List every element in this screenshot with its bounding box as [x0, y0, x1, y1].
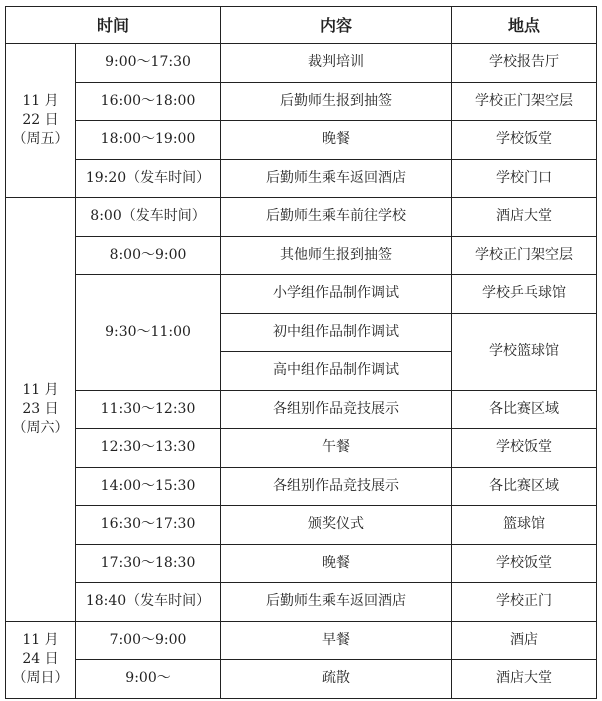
place-cell: 学校门口 — [452, 159, 597, 198]
place-cell: 学校乒乓球馆 — [452, 275, 597, 314]
time-cell: 7:00～9:00 — [76, 621, 221, 660]
content-cell: 晚餐 — [221, 121, 452, 160]
table-row — [6, 198, 597, 237]
content-cell: 早餐 — [221, 621, 452, 660]
time-cell: 9:00～ — [76, 660, 221, 699]
place-cell: 学校饭堂 — [452, 121, 597, 160]
place-cell: 学校篮球馆 — [452, 313, 597, 390]
day-cell — [6, 621, 76, 698]
time-cell: 16:30～17:30 — [76, 506, 221, 545]
content-cell: 后勤师生报到抽签 — [221, 82, 452, 121]
content-cell: 各组别作品竞技展示 — [221, 467, 452, 506]
content-cell: 晚餐 — [221, 544, 452, 583]
content-cell: 其他师生报到抽签 — [221, 236, 452, 275]
day-weekday: （周日） — [12, 670, 69, 686]
content-cell: 初中组作品制作调试 — [221, 313, 452, 352]
table-row — [6, 44, 597, 83]
time-cell: 9:00～17:30 — [76, 44, 221, 83]
header-content: 内容 — [221, 7, 452, 44]
place-cell: 酒店大堂 — [452, 660, 597, 699]
time-cell: 11:30～12:30 — [76, 390, 221, 429]
day-date: 23 日 — [22, 400, 59, 417]
day-date: 22 日 — [22, 112, 59, 128]
table-row — [6, 275, 597, 314]
content-cell: 后勤师生乘车返回酒店 — [221, 583, 452, 622]
table-row — [6, 621, 597, 660]
time-cell: 14:00～15:30 — [76, 467, 221, 506]
time-cell: 17:30～18:30 — [76, 544, 221, 583]
table-row — [6, 390, 597, 429]
table-row — [6, 544, 597, 583]
place-cell: 酒店大堂 — [452, 198, 597, 237]
place-cell: 篮球馆 — [452, 506, 597, 545]
time-cell: 19:20（发车时间） — [76, 159, 221, 198]
content-cell: 裁判培训 — [221, 44, 452, 83]
day-weekday: （周五） — [12, 131, 69, 147]
place-cell: 学校报告厅 — [452, 44, 597, 83]
table-row — [6, 506, 597, 545]
content-cell: 后勤师生乘车返回酒店 — [221, 159, 452, 198]
time-cell: 8:00（发车时间） — [76, 198, 221, 237]
place-cell: 学校正门 — [452, 583, 597, 622]
time-cell: 12:30～13:30 — [76, 429, 221, 468]
table-row — [6, 236, 597, 275]
table-row — [6, 159, 597, 198]
place-cell: 学校饭堂 — [452, 429, 597, 468]
table-row — [6, 429, 597, 468]
content-cell: 颁奖仪式 — [221, 506, 452, 545]
place-cell: 学校正门架空层 — [452, 236, 597, 275]
table-row — [6, 467, 597, 506]
header-row — [6, 7, 597, 44]
day-month: 11 月 — [22, 381, 59, 398]
place-cell: 各比赛区域 — [452, 467, 597, 506]
table-row — [6, 82, 597, 121]
header-place: 地点 — [452, 7, 597, 44]
time-cell: 18:00～19:00 — [76, 121, 221, 160]
table-row — [6, 660, 597, 699]
table-row — [6, 121, 597, 160]
place-cell: 各比赛区域 — [452, 390, 597, 429]
place-cell: 学校正门架空层 — [452, 82, 597, 121]
day-month: 11 月 — [22, 93, 59, 109]
content-cell: 后勤师生乘车前往学校 — [221, 198, 452, 237]
time-cell: 18:40（发车时间） — [76, 583, 221, 622]
place-cell: 酒店 — [452, 621, 597, 660]
content-cell: 小学组作品制作调试 — [221, 275, 452, 314]
header-time: 时间 — [6, 7, 221, 44]
day-date: 24 日 — [22, 651, 59, 667]
content-cell: 高中组作品制作调试 — [221, 352, 452, 391]
time-cell: 8:00～9:00 — [76, 236, 221, 275]
time-cell: 9:30～11:00 — [76, 275, 221, 391]
day-cell — [6, 198, 76, 622]
schedule-table — [5, 6, 597, 699]
day-month: 11 月 — [22, 632, 59, 648]
place-cell: 学校饭堂 — [452, 544, 597, 583]
time-cell: 16:00～18:00 — [76, 82, 221, 121]
table-row — [6, 583, 597, 622]
day-weekday: （周六） — [12, 419, 69, 436]
content-cell: 疏散 — [221, 660, 452, 699]
day-cell — [6, 44, 76, 198]
content-cell: 午餐 — [221, 429, 452, 468]
content-cell: 各组别作品竞技展示 — [221, 390, 452, 429]
